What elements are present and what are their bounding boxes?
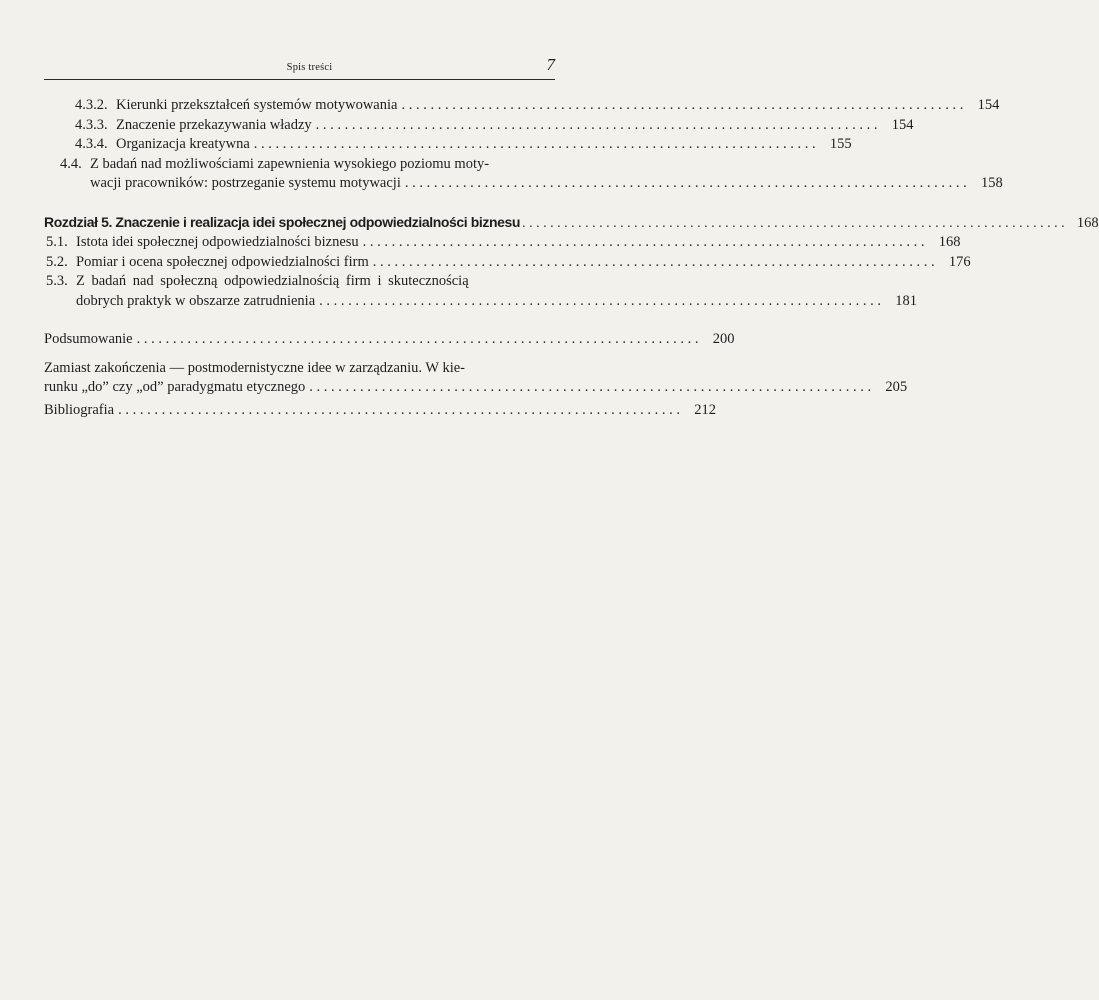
dot-leader: [405, 174, 967, 194]
dot-leader: [118, 401, 680, 421]
toc-entry-page: 154: [891, 116, 914, 133]
toc-entry-page: 212: [694, 401, 716, 418]
dot-leader: [309, 378, 871, 398]
dot-leader: [363, 233, 925, 253]
dot-leader: [316, 116, 878, 136]
toc-entry-page: 176: [948, 253, 971, 270]
dot-leader: [373, 253, 935, 273]
table-of-contents: [44, 96, 1099, 420]
toc-entry-title: Organizacja kreatywna: [116, 136, 250, 152]
toc-entry-page: 168: [1076, 214, 1099, 231]
toc-entry-title: Istota idei społecznej odpowiedzialności biznesu: [76, 234, 359, 250]
dot-leader: [522, 214, 1065, 234]
dot-leader: [319, 292, 881, 312]
toc-entry-5-3: [44, 272, 918, 311]
toc-entry-page: 158: [980, 175, 1003, 191]
toc-entry-title: Znaczenie przekazywania władzy: [116, 116, 312, 133]
toc-entry-title: Podsumowanie: [44, 331, 133, 347]
header-rule: [44, 79, 555, 80]
toc-entry-title: Pomiar i ocena społecznej odpowiedzialności firm: [76, 253, 369, 270]
header-title: Spis treści: [286, 62, 333, 73]
toc-entry-title-line1: Zamiast zakończenia — postmodernistyczne idee w zarządzaniu. W kie-: [44, 359, 465, 376]
toc-entry-number: 5.1.: [46, 234, 68, 250]
toc-entry-page: 181: [895, 292, 918, 309]
dot-leader: [254, 135, 816, 155]
toc-entry-4-3-2: [44, 96, 1000, 116]
toc-entry-title-line2: runku „do” czy „od” paradygmatu etycznego: [44, 379, 306, 395]
toc-chapter-5: [44, 213, 1099, 234]
toc-entry-4-3-4: [44, 135, 852, 155]
toc-entry-number: 4.4.: [60, 155, 82, 172]
toc-entry-number: 5.2.: [46, 253, 68, 270]
toc-entry-5-2: [44, 253, 971, 273]
toc-entry-number: 4.3.2.: [75, 97, 108, 113]
toc-entry-title-line2: wacji pracowników: postrzeganie systemu motywacji: [90, 175, 401, 191]
toc-entry-page: 154: [977, 97, 1000, 113]
toc-summary: [44, 330, 735, 350]
toc-entry-4-4: [44, 155, 1003, 194]
toc-chapter-title: Rozdział 5. Znaczenie i realizacja idei społecznej odpowiedzialności biznesu: [44, 213, 521, 230]
toc-entry-number: 4.3.4.: [75, 136, 108, 152]
toc-entry-page: 168: [938, 234, 961, 250]
toc-entry-4-3-3: [44, 116, 914, 136]
toc-entry-title: Bibliografia: [44, 401, 115, 418]
toc-entry-number: 5.3.: [46, 273, 68, 289]
dot-leader: [137, 330, 699, 350]
toc-entry-title-line2: dobrych praktyk w obszarze zatrudnienia: [76, 292, 316, 309]
toc-entry-page: 155: [829, 136, 852, 152]
toc-entry-page: 200: [712, 331, 735, 347]
toc-ending: [44, 359, 908, 398]
dot-leader: [401, 96, 963, 116]
toc-entry-title-line1: Z badań nad możliwościami zapewnienia wysokiego poziomu moty-: [90, 155, 490, 172]
toc-entry-number: 4.3.3.: [75, 116, 108, 133]
toc-entry-title-line1: Z badań nad społeczną odpowiedzialnością firm i skutecznością: [76, 273, 469, 289]
toc-entry-title: Kierunki przekształceń systemów motywowania: [116, 97, 398, 113]
toc-entry-page: 205: [885, 379, 908, 395]
toc-bibliography: [44, 401, 716, 421]
page-number: 7: [546, 55, 555, 74]
toc-entry-5-1: [44, 233, 961, 253]
